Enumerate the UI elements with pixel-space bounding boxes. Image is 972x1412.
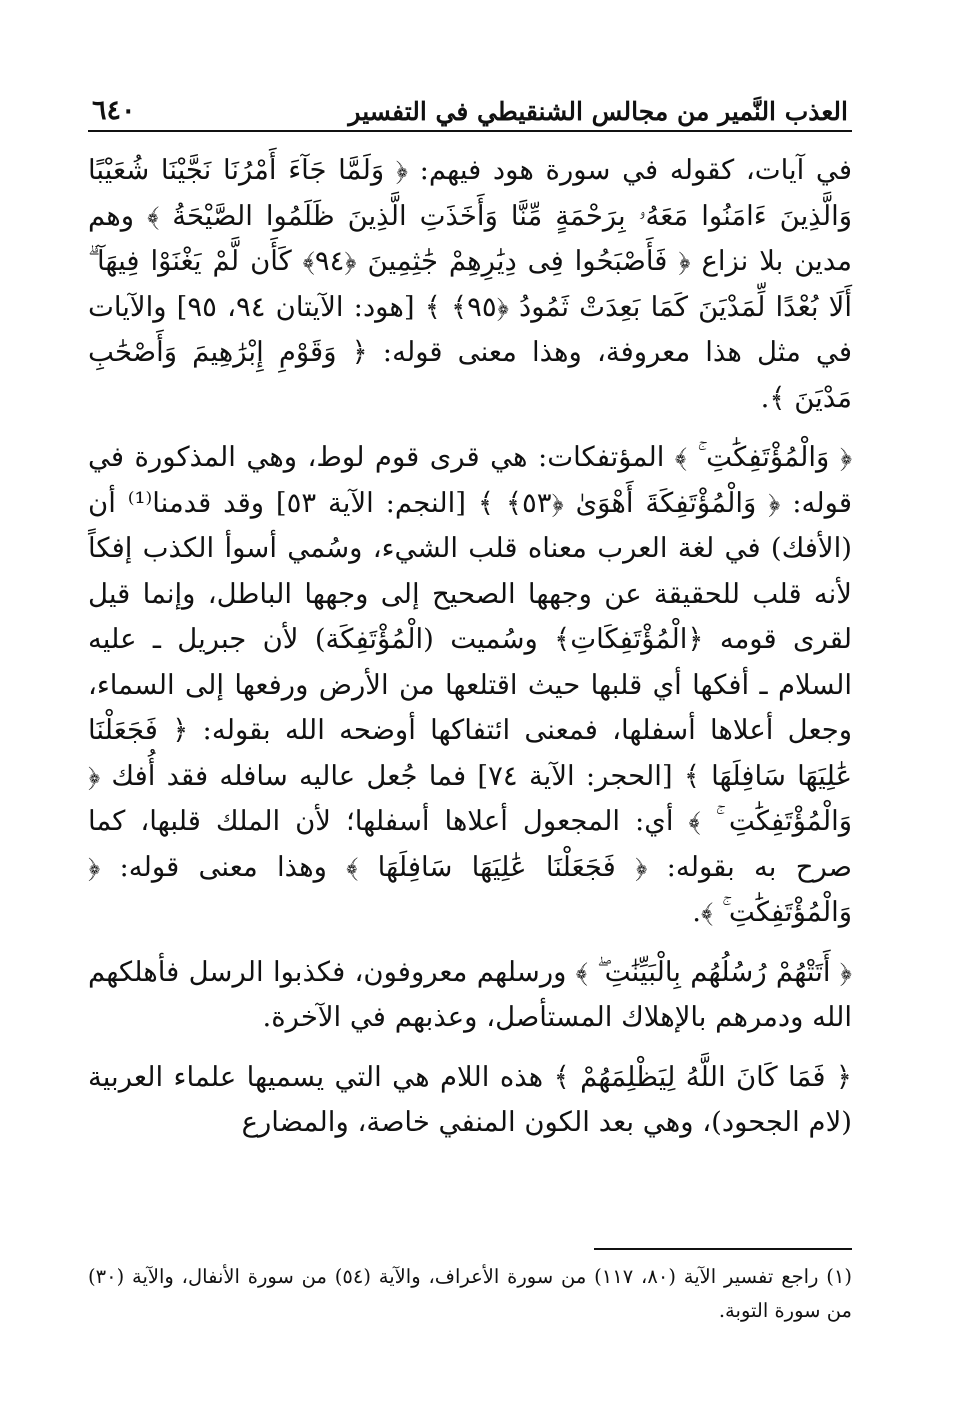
running-title: العذب النَّمير من مجالس الشنقيطي في التفسير <box>348 97 848 126</box>
page-body <box>88 148 852 1146</box>
page-number: ٦٤٠ <box>92 95 136 126</box>
book-page <box>88 88 852 1378</box>
footnotes-section <box>88 1248 852 1328</box>
page-header <box>88 88 852 132</box>
footnote-divider <box>594 1248 852 1250</box>
paragraph-madyan: في آيات، كقوله في سورة هود فيهم: ﴿ وَلَمَّا جَآءَ أَمْرُنَا نَجَّيْنَا شُعَيْبًا وَالَّذِينَ ءَامَنُوا مَعَهُۥ بِرَحْمَةٍ مِّنَّا وَأَخَذَتِ الَّذِينَ ظَلَمُوا الصَّيْحَةُ ﴾ وهم مدين بلا نزاع ﴿ فَأَصْبَحُوا فِى دِيَٰرِهِمْ جَٰثِمِينَ ﴿٩٤﴾ كَأَن لَّمْ يَغْنَوْا فِيهَآ ۗ أَلَا بُعْدًا لِّمَدْيَنَ كَمَا بَعِدَتْ ثَمُودُ ﴿٩٥﴾ ﴾ [هود: الآيتان ٩٤، ٩٥] والآيات في مثل هذا معروفة، وهذا معنى قوله: ﴿ وَقَوْمِ إِبْرَٰهِيمَ وَأَصْحَٰبِ مَدْيَنَ ﴾. <box>88 154 853 414</box>
paragraph-mutafikat: ﴿ وَالْمُؤْتَفِكَٰتِ ۚ ﴾ المؤتفكات: هي قرى قوم لوط، وهي المذكورة في قوله: ﴿ وَالْمُؤْتَفِكَةَ أَهْوَىٰ ﴿٥٣﴾ ﴾ [النجم: الآية ٥٣] وقد قدمنا⁽¹⁾ أن (الأفك) في لغة العرب معناه قلب الشيء، وسُمي أسوأ الكذب إفكاً لأنه قلب للحقيقة عن وجهها الصحيح إلى وجهها الباطل، وإنما قيل لقرى قومه ﴿الْمُؤْتَفِكَاتِ﴾ وسُميت (الْمُؤْتَفِكَة) لأن جبريل ـ عليه السلام ـ أفكها أي قلبها حيث اقتلعها من الأرض ورفعها إلى السماء، وجعل أعلاها أسفلها، فمعنى ائتفاكها أوضحه الله بقوله: ﴿ فَجَعَلْنَا عَٰلِيَهَا سَافِلَهَا ﴾ [الحجر: الآية ٧٤] فما جُعل عاليه سافله فقد أُفك ﴿ وَالْمُؤْتَفِكَٰتِ ۚ ﴾ أي: المجعول أعلاها أسفلها؛ لأن الملك قلبها، كما صرح به بقوله: ﴿ فَجَعَلْنَا عَٰلِيَهَا سَافِلَهَا ﴾ وهذا معنى قوله: ﴿ وَالْمُؤْتَفِكَٰتِ ۚ ﴾. <box>88 441 852 928</box>
paragraph-rusul: ﴿ أَتَتْهُمْ رُسُلُهُم بِالْبَيِّنَٰتِ ۖ ﴾ ورسلهم معروفون، فكذبوا الرسل فأهلكهم الله ودمرهم بالإهلاك المستأصل، وعذبهم في الآخرة. <box>88 955 852 1033</box>
paragraph-lam-juhud: ﴿ فَمَا كَانَ اللَّهُ لِيَظْلِمَهُمْ ﴾ هذه اللام هي التي يسميها علماء العربية (لام الجحود)، وهي بعد الكون المنفي خاصة، والمضارع <box>88 1060 852 1138</box>
footnote-1: (١) راجع تفسير الآية (٨٠، ١١٧) من سورة الأعراف، والآية (٥٤) من سورة الأنفال، والآية (٣٠) من سورة التوبة. <box>88 1265 852 1322</box>
